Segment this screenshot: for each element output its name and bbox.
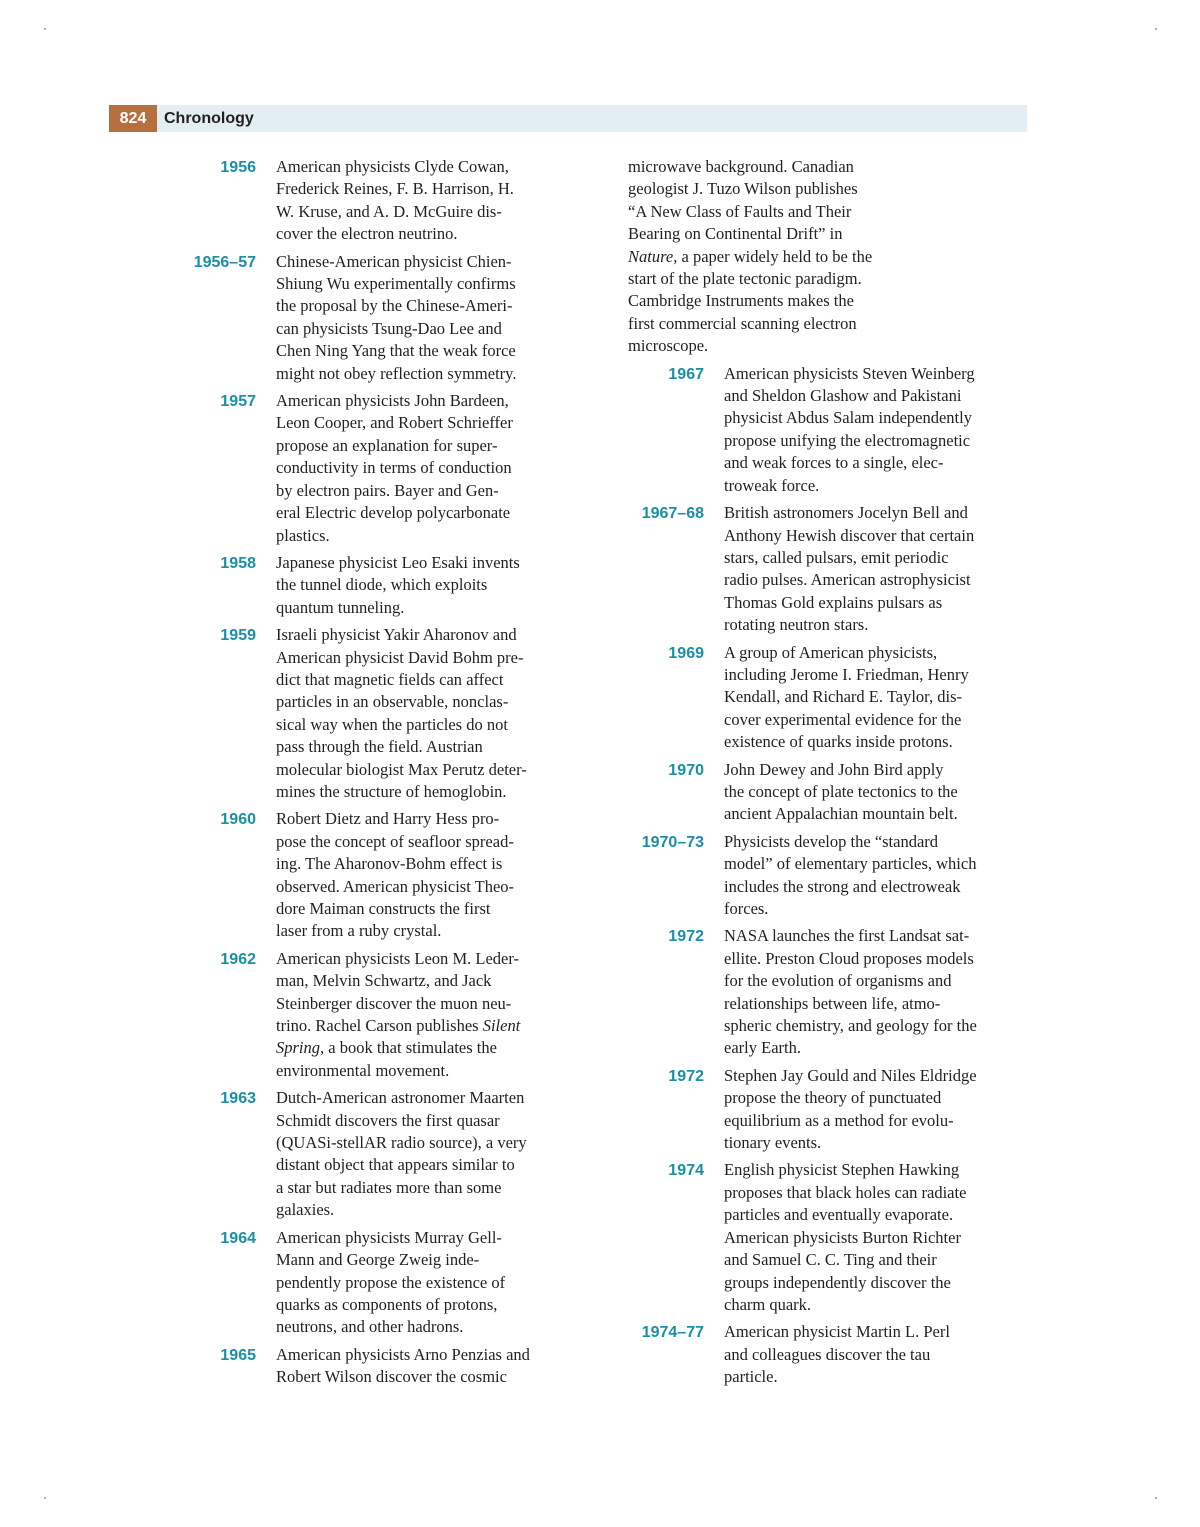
entry-text-line: American physicists Steven Weinberg [724,363,975,383]
entry-year: 1974 [668,1162,704,1180]
entry-text-line: first commercial scanning electron [628,313,857,333]
entry-year: 1967–68 [641,505,704,523]
left-column [160,156,590,1394]
entry-text-line: early Earth. [724,1038,801,1058]
entry-text-line: American physicist Martin L. Perl [724,1322,950,1342]
chronology-entry [608,363,1038,497]
entry-text-line: stars, called pulsars, emit periodic [724,547,949,567]
entry-text-line: propose the theory of punctuated [724,1088,942,1108]
entry-year: 1957 [220,393,256,411]
entry-text-line: molecular biologist Max Perutz deter- [276,759,527,779]
chronology-entry [160,1087,590,1221]
chronology-entry [160,390,590,547]
chronology-entry [608,925,1038,1059]
entry-text-line: including Jerome I. Friedman, Henry [724,664,969,684]
entry-text [276,808,581,942]
entry-text-line: environmental movement. [276,1060,450,1080]
entry-year: 1974–77 [641,1324,704,1342]
entry-year: 1972 [668,1067,704,1085]
entry-text [276,251,581,385]
crop-mark [1155,1497,1157,1499]
entry-text-line: microwave background. Canadian [628,157,854,176]
entry-text-line: (QUASi-stellAR radio source), a very [276,1133,527,1153]
entry-text-line: quantum tunneling. [276,597,405,617]
entry-text-line: English physicist Stephen Hawking [724,1160,960,1180]
entry-text [276,1087,581,1221]
entry-year: 1972 [668,928,704,946]
entry-text-line: Robert Wilson discover the cosmic [276,1367,507,1387]
entry-text-line: laser from a ruby crystal. [276,921,442,941]
entry-text-line: a star but radiates more than some [276,1177,502,1197]
entry-text [724,363,1029,497]
entry-text-line: Chinese-American physicist Chien- [276,251,512,271]
entry-text [724,831,1029,921]
entry-text-line: eral Electric develop polycarbonate [276,503,511,523]
chronology-entry [608,1321,1038,1388]
entry-text-line: propose unifying the electromagnetic [724,430,971,450]
entry-text-line: American physicists Arno Penzias and [276,1344,530,1364]
entry-text [276,552,581,619]
entry-text [724,1065,1029,1155]
entry-year: 1962 [220,950,256,968]
entry-text-line: and Sheldon Glashow and Pakistani [724,386,962,406]
entry-text-line: Shiung Wu experimentally confirms [276,274,516,294]
entry-text-line: American physicists Burton Richter [724,1227,961,1247]
entry-text-line: Japanese physicist Leo Esaki invents [276,552,520,572]
chronology-entry [608,502,1038,636]
entry-text [276,1344,581,1389]
entry-text-line: charm quark. [724,1294,812,1314]
entry-text-line: Thomas Gold explains pulsars as [724,592,943,612]
entry-year: 1969 [668,644,704,662]
entry-text-line: trino. Rachel Carson publishes Silent [276,1016,521,1036]
chronology-entry [160,251,590,385]
entry-text-line: Cambridge Instruments makes the [628,291,854,311]
entry-year: 1956–57 [193,253,256,271]
chronology-entry [608,831,1038,921]
entry-text [276,1227,581,1339]
chronology-entry [608,1159,1038,1316]
entry-text-line: pose the concept of seafloor spread- [276,831,514,851]
entry-text-line: Spring, a book that stimulates the [276,1038,497,1058]
running-title: Chronology [164,110,254,127]
chronology-entry [160,156,590,246]
entry-text-line: Physicists develop the “standard [724,831,939,851]
entry-text-line: dict that magnetic fields can affect [276,669,504,689]
entry-text-line: particles in an observable, nonclas- [276,692,509,712]
entry-text-line: ancient Appalachian mountain belt. [724,804,958,824]
entry-text-line: sical way when the particles do not [276,714,508,734]
entry-text-line: microscope. [628,336,709,356]
entry-text-line: particle. [724,1367,778,1387]
entry-text-line: mines the structure of hemoglobin. [276,781,507,801]
entry-text-line: Kendall, and Richard E. Taylor, dis- [724,687,963,707]
entry-text-line: man, Melvin Schwartz, and Jack [276,971,492,991]
entry-text-line: groups independently discover the [724,1272,951,1292]
entry-text-line: neutrons, and other hadrons. [276,1317,464,1337]
entry-text-line: NASA launches the first Landsat sat- [724,926,970,946]
entry-text-line: pendently propose the existence of [276,1272,506,1292]
entry-year: 1967 [668,365,704,383]
entry-text-line: spheric chemistry, and geology for the [724,1016,977,1036]
entry-text-line: “A New Class of Faults and Their [628,201,852,221]
entry-text-line: and weak forces to a single, elec- [724,453,944,473]
entry-text-line: conductivity in terms of conduction [276,458,512,478]
entry-year: 1958 [220,554,256,572]
entry-text-line: American physicists Clyde Cowan, [276,157,509,176]
entry-text [276,156,581,246]
entry-text-line: Israeli physicist Yakir Aharonov and [276,625,517,645]
entry-text-line: by electron pairs. Bayer and Gen- [276,480,499,500]
chronology-entry [160,1344,590,1389]
entry-text-line: Nature, a paper widely held to be the [628,246,873,266]
entry-text-line: equilibrium as a method for evolu- [724,1110,954,1130]
running-header [109,105,1027,132]
entry-text-line: ellite. Preston Cloud proposes models [724,948,974,968]
entry-text-line: Schmidt discovers the first quasar [276,1110,500,1130]
crop-mark [1155,28,1157,30]
entry-text-line: and Samuel C. C. Ting and their [724,1250,937,1270]
chronology-entry [608,1065,1038,1155]
entry-text-line: radio pulses. American astrophysicist [724,570,971,590]
entry-text-line: rotating neutron stars. [724,615,869,635]
entry-text-line: model” of elementary particles, which [724,854,977,874]
entry-text-line: particles and eventually evaporate. [724,1205,954,1225]
entry-text-line: Anthony Hewish discover that certain [724,525,975,545]
entry-text-line: tionary events. [724,1133,822,1153]
chronology-entry [160,624,590,803]
entry-text-line: proposes that black holes can radiate [724,1182,967,1202]
entry-text-line: John Dewey and John Bird apply [724,759,944,779]
entry-text-line: the tunnel diode, which exploits [276,575,488,595]
chronology-entry [160,552,590,619]
right-column [608,156,1038,1394]
entry-text [276,948,581,1082]
entry-year: 1970 [668,761,704,779]
entry-text-line: plastics. [276,525,330,545]
entry-text [724,1159,1029,1316]
entry-text-line: dore Maiman constructs the first [276,899,491,918]
entry-text [724,759,1029,826]
entry-text-line: distant object that appears similar to [276,1155,515,1175]
entry-year: 1970–73 [641,833,704,851]
continued-entry-text [628,156,933,358]
entry-text-line: W. Kruse, and A. D. McGuire dis- [276,201,502,221]
entry-text-line: the proposal by the Chinese-Ameri- [276,296,513,316]
entry-text-line: includes the strong and electroweak [724,876,961,896]
entry-year: 1956 [220,159,256,176]
chronology-entry [160,948,590,1082]
chronology-entry [608,642,1038,754]
entry-text-line: American physicists John Bardeen, [276,391,509,411]
entry-text-line: American physicists Leon M. Leder- [276,948,519,968]
entry-text-line: and colleagues discover the tau [724,1344,931,1364]
entry-text-line: cover experimental evidence for the [724,709,962,729]
entry-text-line: can physicists Tsung-Dao Lee and [276,318,502,338]
entry-text-line: relationships between life, atmo- [724,993,941,1013]
entry-text-line: might not obey reflection symmetry. [276,363,517,383]
chronology-entry [160,808,590,942]
entry-year: 1959 [220,627,256,645]
entry-text [724,642,1029,754]
entry-text [724,502,1029,636]
entry-text-line: for the evolution of organisms and [724,971,952,991]
chronology-entry [608,759,1038,826]
entry-text-line: ing. The Aharonov-Bohm effect is [276,854,503,874]
entry-text-line: Robert Dietz and Harry Hess pro- [276,809,500,829]
entry-text-line: propose an explanation for super- [276,435,498,455]
entry-text [276,624,581,803]
entry-year: 1963 [220,1090,256,1108]
entry-text-line: American physicists Murray Gell- [276,1227,502,1247]
entry-text-line: A group of American physicists, [724,642,938,662]
entry-text-line: cover the electron neutrino. [276,224,458,244]
entry-text-line: Mann and George Zweig inde- [276,1250,480,1270]
entry-text [724,1321,1029,1388]
entry-text-line: Stephen Jay Gould and Niles Eldridge [724,1065,977,1085]
entry-text-line: Chen Ning Yang that the weak force [276,341,516,361]
entry-text-line: troweak force. [724,475,820,495]
entry-text-line: forces. [724,899,769,918]
entry-text-line: Steinberger discover the muon neu- [276,993,512,1013]
entry-year: 1960 [220,811,256,829]
entry-year: 1964 [220,1229,256,1247]
entry-text [276,390,581,547]
entry-year: 1965 [220,1346,256,1364]
entry-text-line: Bearing on Continental Drift” in [628,224,843,244]
crop-mark [44,28,46,30]
entry-text [724,925,1029,1059]
entry-text-line: Frederick Reines, F. B. Harrison, H. [276,179,514,199]
entry-text-line: pass through the field. Austrian [276,737,483,757]
chronology-entry [160,1227,590,1339]
entry-text-line: geologist J. Tuzo Wilson publishes [628,179,858,199]
entry-text-line: physicist Abdus Salam independently [724,408,972,428]
entry-text-line: existence of quarks inside protons. [724,732,953,752]
entry-text-line: start of the plate tectonic paradigm. [628,269,862,289]
entry-text-line: American physicist David Bohm pre- [276,647,524,667]
entry-text-line: Dutch-American astronomer Maarten [276,1088,525,1108]
entry-text-line: Leon Cooper, and Robert Schrieffer [276,413,513,433]
entry-text-line: observed. American physicist Theo- [276,876,515,896]
entry-text-line: galaxies. [276,1200,335,1220]
crop-mark [44,1497,46,1499]
page-number: 824 [109,105,157,132]
entry-text-line: British astronomers Jocelyn Bell and [724,503,968,523]
entry-text-line: the concept of plate tectonics to the [724,781,958,801]
entry-text-line: quarks as components of protons, [276,1294,498,1314]
